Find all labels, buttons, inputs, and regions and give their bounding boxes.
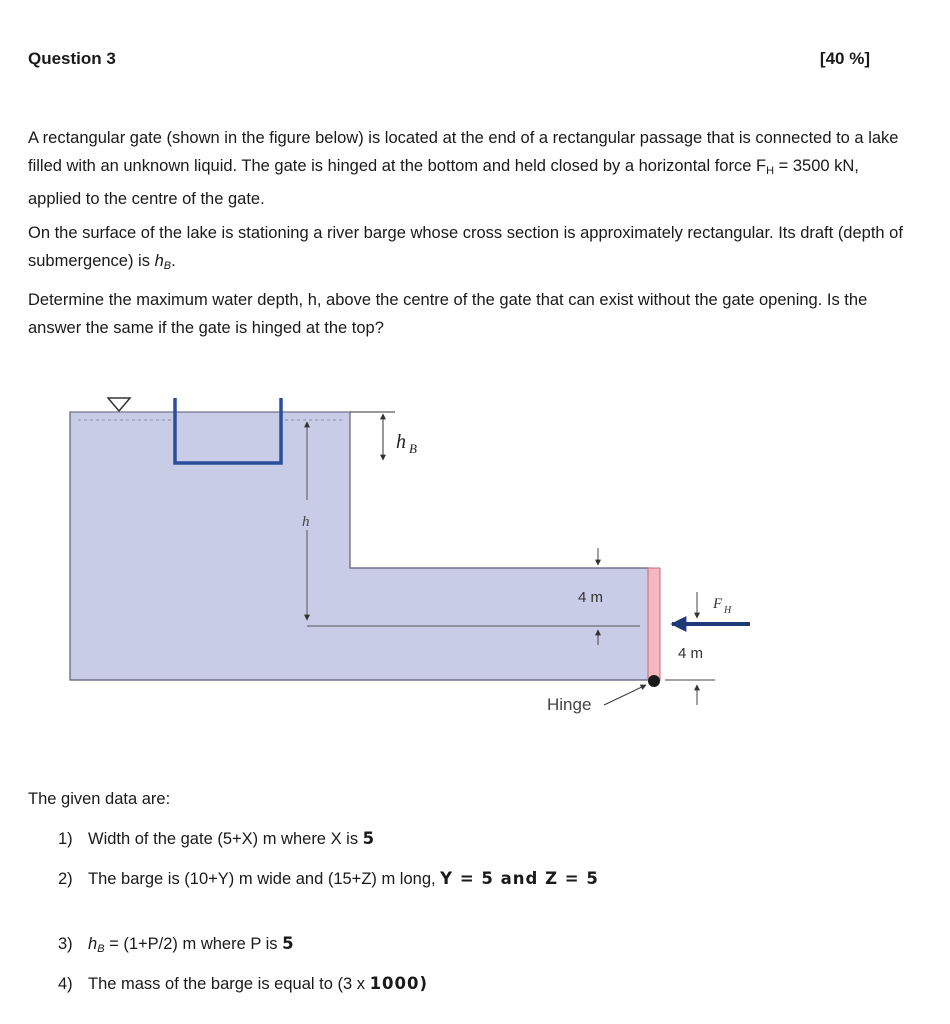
label-fh-sub: H [724, 605, 732, 616]
item-text: = (1+P/2) m where P is [104, 935, 283, 953]
given-item-2 [58, 869, 599, 889]
label-hinge: Hinge [547, 695, 592, 714]
label-hb: h [396, 431, 406, 453]
item-number: 2) [58, 870, 73, 888]
label-h: h [302, 514, 310, 530]
gate [648, 568, 660, 680]
p2-text-b: . [171, 252, 176, 270]
item-subscript: B [97, 943, 105, 955]
p1-text-b: = 3500 kN, applied to the centre of the gate. [28, 157, 859, 208]
handwritten-value: Y = 5 and Z = 5 [440, 869, 599, 888]
label-hb-sub: B [409, 441, 417, 456]
label-fh: F [713, 596, 723, 612]
handwritten-value: 5 [362, 829, 376, 848]
item-text: The mass of the barge is equal to (3 x [88, 975, 370, 993]
p1-subscript: H [766, 165, 775, 177]
given-item-4 [58, 974, 428, 994]
item-text: Width of the gate (5+X) m where X is [88, 830, 363, 848]
handwritten-value: 5 [282, 934, 295, 953]
p2-text-a: On the surface of the lake is stationing a river barge whose cross section is approximately rectangular. Its draft (depth of submergence) is [28, 224, 903, 270]
paragraph-question: Determine the maximum water depth, h, above the centre of the gate that can exist without the gate opening. Is the answer the same if the gate is hinged at the top? [28, 291, 868, 337]
label-4m-right: 4 m [678, 645, 704, 662]
question-marks: [40 %] [819, 49, 870, 68]
hinge [648, 675, 660, 687]
given-item-3 [58, 934, 295, 955]
given-item-1 [58, 829, 375, 849]
item-number: 3) [58, 935, 73, 953]
paragraph-barge [28, 219, 908, 280]
handwritten-value: 1000) [369, 974, 429, 993]
paragraph-problem-statement [28, 124, 908, 213]
item-variable: h [88, 935, 98, 953]
item-text: The barge is (10+Y) m wide and (15+Z) m long, [88, 870, 441, 888]
given-heading: The given data are: [28, 790, 171, 808]
water-body [70, 412, 650, 680]
item-number: 4) [58, 975, 73, 993]
p2-variable: h [154, 252, 164, 270]
item-number: 1) [58, 830, 73, 848]
gate-figure [0, 380, 950, 740]
free-surface-icon [108, 398, 130, 411]
p1-text-a: A rectangular gate (shown in the figure below) is located at the end of a rectangular passage that is connected to a lake filled with an unknown liquid. The gate is hinged at the bottom and held closed by a horizontal force F [28, 129, 899, 175]
label-4m-left: 4 m [578, 589, 604, 606]
question-title: Question 3 [28, 49, 116, 68]
p2-subscript: B [163, 260, 172, 272]
